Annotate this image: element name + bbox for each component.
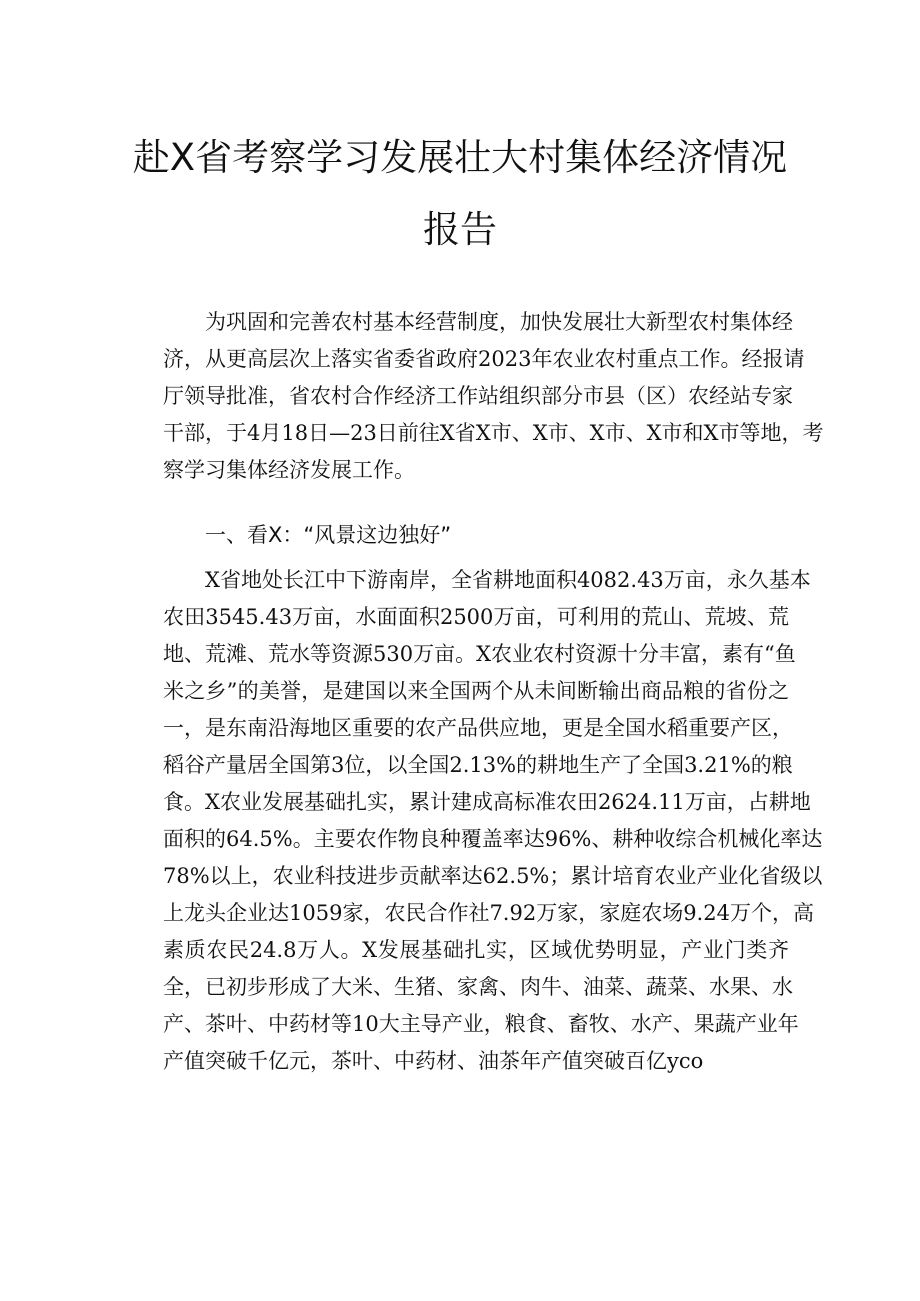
section-heading: 一、看X：“风景这边独好” xyxy=(205,523,452,547)
document-title-line-2: 报告 xyxy=(423,208,497,251)
section-paragraph-line: 产值突破千亿元，茶叶、中药材、油茶年产值突破百亿yco xyxy=(163,1049,704,1073)
intro-paragraph-line: 为巩固和完善农村基本经营制度，加快发展壮大新型农村集体经 xyxy=(205,310,793,334)
intro-paragraph-line: 济，从更高层次上落实省委省政府2023年农业农村重点工作。经报请 xyxy=(163,347,805,371)
section-paragraph-line: 稻谷产量居全国第3位，以全国2.13%的耕地生产了全国3.21%的粮 xyxy=(163,753,793,777)
section-paragraph-line: 米之乡”的美誉，是建国以来全国两个从未间断输出商品粮的省份之 xyxy=(163,679,789,703)
intro-paragraph-line: 察学习集体经济发展工作。 xyxy=(163,458,415,482)
section-paragraph-line: 素质农民24.8万人。X发展基础扎实，区域优势明显，产业门类齐 xyxy=(163,938,789,962)
section-paragraph-line: X省地处长江中下游南岸，全省耕地面积4082.43万亩，永久基本 xyxy=(205,568,811,592)
section-paragraph-line: 食。X农业发展基础扎实，累计建成高标准农田2624.11万亩，占耕地 xyxy=(163,790,811,814)
section-paragraph-line: 78%以上，农业科技进步贡献率达62.5%；累计培育农业产业化省级以 xyxy=(163,864,823,888)
section-paragraph-line: 产、茶叶、中药材等10大主导产业，粮食、畜牧、水产、果蔬产业年 xyxy=(163,1012,799,1036)
intro-paragraph-line: 厅领导批准，省农村合作经济工作站组织部分市县（区）农经站专家 xyxy=(163,384,793,408)
section-paragraph-line: 上龙头企业达1059家，农民合作社7.92万家，家庭农场9.24万个，高 xyxy=(163,901,814,925)
section-paragraph-line: 全，已初步形成了大米、生猪、家禽、肉牛、油菜、蔬菜、水果、水 xyxy=(163,975,793,999)
section-paragraph-line: 地、荒滩、荒水等资源530万亩。X农业农村资源十分丰富，素有“鱼 xyxy=(163,642,796,666)
section-paragraph-line: 一，是东南沿海地区重要的农产品供应地，更是全国水稻重要产区， xyxy=(163,716,793,740)
intro-paragraph-line: 干部，于4月18日—23日前往X省X市、X市、X市、X市和X市等地，考 xyxy=(163,421,824,445)
section-paragraph-line: 农田3545.43万亩，水面面积2500万亩，可利用的荒山、荒坡、荒 xyxy=(163,605,789,629)
section-paragraph-line: 面积的64.5%。主要农作物良种覆盖率达96%、耕种收综合机械化率达 xyxy=(163,827,823,851)
document-title-line-1: 赴X省考察学习发展壮大村集体经济情况 xyxy=(132,136,788,179)
